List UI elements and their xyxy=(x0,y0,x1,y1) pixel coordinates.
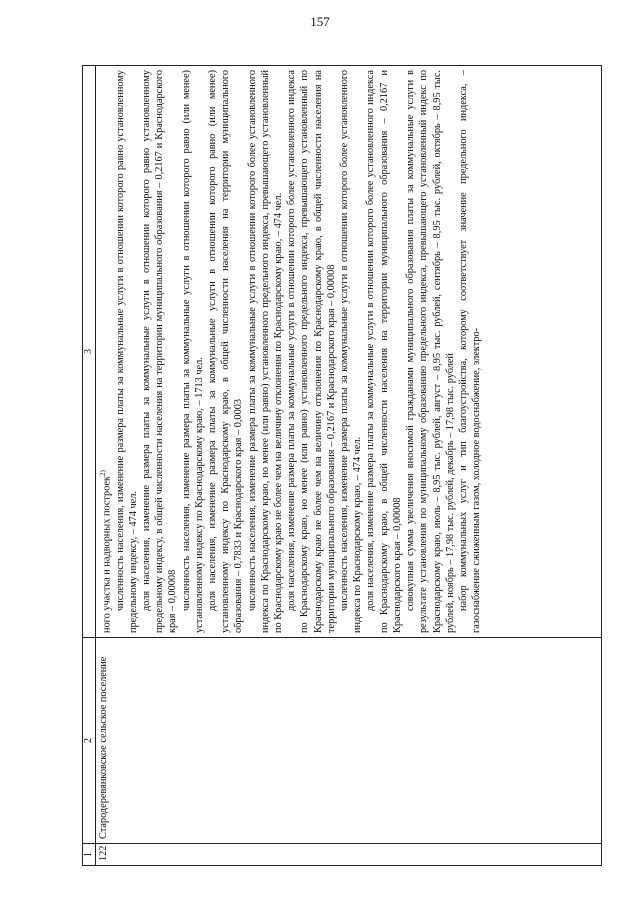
page-number: 157 xyxy=(310,14,330,29)
rotated-table-area xyxy=(82,66,602,866)
table-header-row xyxy=(83,66,96,866)
paragraph: численность населения, изменение размера платы за коммунальные услуги в отношении которого более установленного индекса по Краснодарскому краю, – 474 чел. xyxy=(339,70,364,633)
paragraph: численность населения, изменение размера платы за коммунальные услуги в отношении которого равно (или менее) установленному индексу по Краснодарскому краю, – 1713 чел. xyxy=(180,70,205,633)
landscape-page xyxy=(82,66,602,866)
paragraph: доля населения, изменение размера платы за коммунальные услуги в отношении которого равно (или менее) установленному индексу по Краснодарскому краю, в общей численности населения на территории муниципального образования – 0,7833 и Краснодарского края – 0,0003 xyxy=(207,70,245,633)
footnote-mark: 2) xyxy=(99,470,107,476)
column-header-1: 1 xyxy=(83,844,96,866)
indicators-cell xyxy=(96,66,602,638)
paragraph: набор коммунальных услуг и тип благоустройства, которому соответствует значение предельного индекса, – газоснабжение сжиженным газом, холодное водоснабжение, электро- xyxy=(457,70,483,633)
settlement-name: Стародеревянковское сельское поселение xyxy=(96,638,602,844)
column-header-3: 3 xyxy=(83,66,96,638)
paragraph xyxy=(97,70,114,633)
table-row xyxy=(96,66,602,866)
column-header-2: 2 xyxy=(83,638,96,844)
paragraph: доля населения, изменение размера платы за коммунальные услуги в отношении которого равно установленному предельному индексу, в общей численности населения на территории муниципального образования – 0,2167 и Краснодарского края – 0,00008 xyxy=(141,70,179,633)
data-table xyxy=(82,65,602,866)
paragraph: численность населения, изменение размера платы за коммунальные услуги в отношении которого более установленного индекса по Краснодарскому краю, но менее (или равно) установленного предельного индекса, превышающего установленный по Краснодарскому краю не более чем на величину отклонения по Краснодарскому краю, – 474 чел. xyxy=(246,70,285,633)
paragraph-text: ного участка и надворных построек xyxy=(101,475,113,633)
row-number: 122 xyxy=(96,844,602,866)
paragraph: численность населения, изменение размера платы за коммунальные услуги в отношении которого равно установленному предельному индексу, – 474 чел. xyxy=(114,70,139,633)
paragraph: доля населения, изменение размера платы за коммунальные услуги в отношении которого более установленного индекса по Краснодарскому краю, но менее (или равно) установленного предельного индекса, превышающего установленный по Краснодарскому краю не более чем на величину отклонения по Краснодарскому краю, в общей численности населения на территории муниципального образования – 0,2167 и Краснодарского края – 0,00008 xyxy=(286,70,337,633)
paragraph: совокупная сумма увеличения вносимой гражданами муниципального образования платы за коммунальные услуги в результате установления по муниципальному образованию предельного индекса, превышающего установленный индекс по Краснодарскому краю, июль – 8,95 тыс. рублей, август – 8,95 тыс. рублей, сентябрь – 8,95 тыс. рублей, октябрь – 8,95 тыс. рублей, ноябрь – 17,98 тыс. рублей, декабрь – 17,98 тыс. рублей xyxy=(405,70,456,633)
paragraph: доля населения, изменение размера платы за коммунальные услуги в отношении которого более установленного индекса по Краснодарскому краю, в общей численности населения на территории муниципального образования – 0,2167 и Краснодарского края – 0,00008 xyxy=(365,70,403,633)
